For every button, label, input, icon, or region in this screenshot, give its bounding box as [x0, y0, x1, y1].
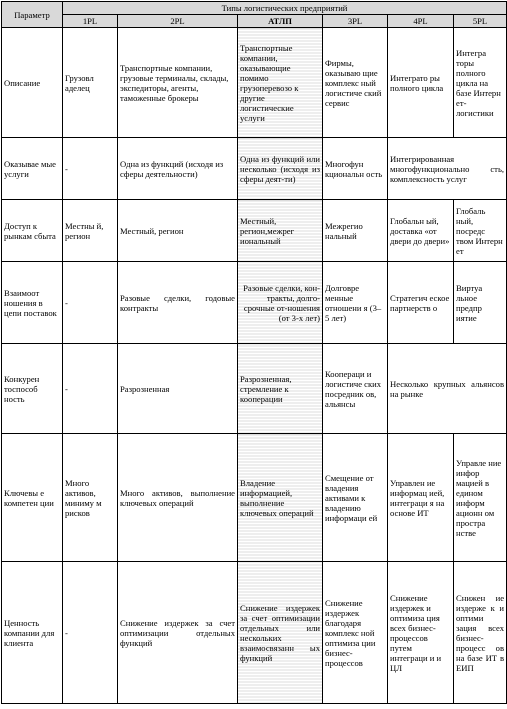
cell-5pl: Глобаль ный, посредс твом Интерн ет	[454, 200, 507, 262]
cell-4pl: Глобальн ый, доставка «от двери до двери»	[388, 200, 454, 262]
table-row	[2, 28, 507, 138]
table-row	[2, 562, 507, 704]
cell-3pl: Снижение издержек благодаря комплекс ной оптимиза ции бизнес-процессов	[323, 562, 388, 704]
cell-atlp: Разовые сделки, кон-тракты, долго-срочные от-ношения (от 3-х лет)	[238, 262, 323, 344]
table-row	[2, 262, 507, 344]
row-param: Доступ к рынкам сбыта	[2, 200, 63, 262]
table-row	[2, 344, 507, 434]
header-row-group	[2, 2, 507, 15]
row-param: Взаимоот ношения в цепи поставок	[2, 262, 63, 344]
cell-1pl: Местны й, регион	[63, 200, 118, 262]
row-param: Оказывае мые услуги	[2, 138, 63, 200]
cell-5pl: Виртуа льное предпр иятие	[454, 262, 507, 344]
cell-3pl: Многофун кциональн ость	[323, 138, 388, 200]
cell-4pl: Снижение издержек и оптимиза ция всех бизнес-процессов путем интеграци и и ЦЛ	[388, 562, 454, 704]
cell-2pl: Одна из функций (исходя из сферы деятельности)	[118, 138, 238, 200]
cell-atlp: Местный, регион,межрег иональный	[238, 200, 323, 262]
cell-atlp: Владение информацией, выполнение ключевых операций	[238, 434, 323, 562]
cell-atlp: Снижение издержек за счет оптимизации отдельных или нескольких взаимосвязанн ых функций	[238, 562, 323, 704]
param-header: Параметр	[2, 2, 63, 28]
cell-3pl: Фирмы, оказываю щие комплекс ный логистиче ский сервис	[323, 28, 388, 138]
col-header-atlp: АТЛП	[238, 15, 323, 28]
cell-4pl: Стратегич еское партнерств о	[388, 262, 454, 344]
cell-4pl: Интеграто ры полного цикла	[388, 28, 454, 138]
cell-1pl: -	[63, 138, 118, 200]
cell-2pl: Местный, регион	[118, 200, 238, 262]
col-header-3pl: 3PL	[323, 15, 388, 28]
row-param: Конкурен тоспособ ность	[2, 344, 63, 434]
cell-2pl: Транспортные компании, грузовые терминалы, склады, экспедиторы, агенты, таможенные брокеры	[118, 28, 238, 138]
header-row-columns	[2, 15, 507, 28]
cell-1pl: -	[63, 562, 118, 704]
cell-5pl: Интегра торы полного цикла на базе Интерн ет-логистики	[454, 28, 507, 138]
cell-3pl: Коопераци и логистиче ских посредник ов, альянсы	[323, 344, 388, 434]
cell-1pl: -	[63, 262, 118, 344]
cell-2pl: Снижение издержек за счет оптимизации отдельных функций	[118, 562, 238, 704]
cell-4pl: Управлен ие информац ией, интеграци я на основе ИТ	[388, 434, 454, 562]
col-header-5pl: 5PL	[454, 15, 507, 28]
cell-1pl: Много активов, миниму м рисков	[63, 434, 118, 562]
table-row	[2, 434, 507, 562]
cell-5pl: Управле ние инфор мацией в едином информ ационн ом простра нстве	[454, 434, 507, 562]
cell-atlp: Разрозненная, стремление к кооперации	[238, 344, 323, 434]
cell-2pl: Разрозненная	[118, 344, 238, 434]
col-header-4pl: 4PL	[388, 15, 454, 28]
cell-5pl: Снижен ие издерже к и оптими зация всех бизнес-процесс ов на базе ИТ в ЕИП	[454, 562, 507, 704]
cell-2pl: Разовые сделки, годовые контракты	[118, 262, 238, 344]
cell-4pl-5pl-merged: Интегрированная многофункционально сть, комплексность услуг	[388, 138, 507, 200]
row-param: Описание	[2, 28, 63, 138]
cell-3pl: Смещение от владения активами к владению информаци ей	[323, 434, 388, 562]
cell-2pl: Много активов, выполнение ключевых операций	[118, 434, 238, 562]
row-param: Ценность компании для клиента	[2, 562, 63, 704]
row-param: Ключевы е компетен ции	[2, 434, 63, 562]
cell-4pl-5pl-merged: Несколько крупных альянсов на рынке	[388, 344, 507, 434]
cell-1pl: Грузовл аделец	[63, 28, 118, 138]
table-row	[2, 200, 507, 262]
cell-1pl: -	[63, 344, 118, 434]
cell-atlp: Одна из функций или несколько (исходя из сферы деят-ти)	[238, 138, 323, 200]
cell-atlp: Транспортные компании, оказывающие помимо грузоперевозо к другие логистические услуги	[238, 28, 323, 138]
group-header: Типы логистических предприятий	[63, 2, 507, 15]
logistics-types-table	[1, 1, 507, 704]
col-header-1pl: 1PL	[63, 15, 118, 28]
cell-3pl: Межрегио нальный	[323, 200, 388, 262]
cell-3pl: Долговре менные отношени я (3–5 лет)	[323, 262, 388, 344]
table-row	[2, 138, 507, 200]
col-header-2pl: 2PL	[118, 15, 238, 28]
